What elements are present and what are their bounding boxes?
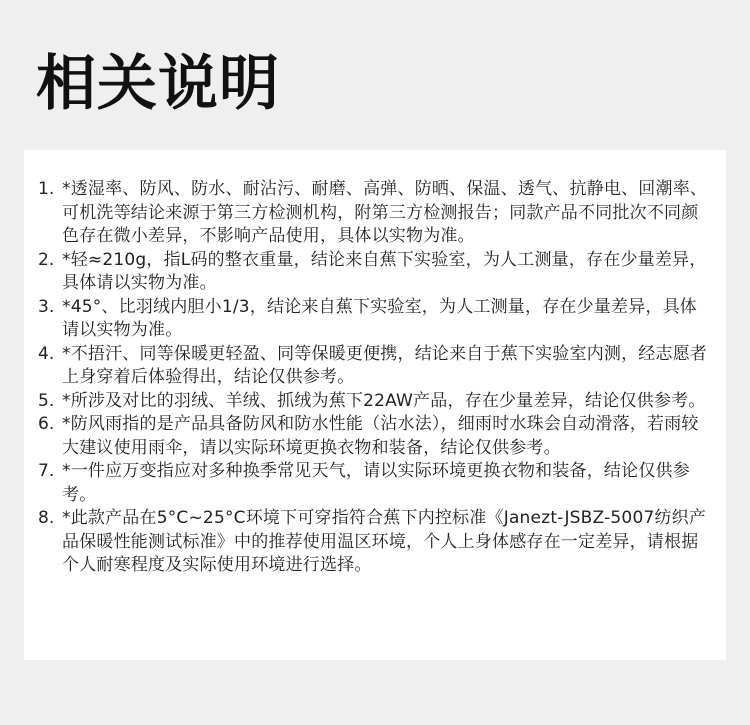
note-item-5	[38, 390, 714, 414]
note-number: 2.	[38, 249, 55, 270]
note-item-6	[38, 413, 714, 460]
note-number: 3.	[38, 296, 55, 317]
note-text: *透湿率、防风、防水、耐沾污、耐磨、高弹、防晒、保温、透气、抗静电、回潮率、可机洗等结论来源于第三方检测机构，附第三方检测报告；同款产品不同批次不同颜色存在微小差异，不影响产品使用，具体以实物为准。	[62, 179, 708, 246]
note-number: 8.	[38, 508, 55, 528]
note-item-3	[38, 296, 714, 343]
note-item-1	[38, 178, 714, 249]
note-number: 1.	[38, 179, 55, 199]
note-text: *此款产品在5°C~25°C环境下可穿指符合蕉下内控标准《Janezt-JSBZ-5007纺织产品保暖性能测试标准》中的推荐使用温区环境，个人上身体感存在一定差异，请根据个人耐寒程度及实际使用环境进行选择。	[62, 508, 707, 575]
note-number: 6.	[38, 414, 55, 434]
note-text: *轻≈210g，指L码的整衣重量，结论来自蕉下实验室，为人工测量，存在少量差异，具体请以实物为准。	[62, 249, 707, 293]
note-text: *防风雨指的是产品具备防风和防水性能（沾水法），细雨时水珠会自动滑落，若雨较大建议使用雨伞，请以实际环境更换衣物和装备，结论仅供参考。	[62, 414, 699, 458]
note-item-8	[38, 507, 714, 578]
notes-list	[38, 178, 714, 578]
note-item-2	[38, 249, 714, 296]
note-number: 4.	[38, 343, 55, 364]
note-text: *不捂汗、同等保暖更轻盈、同等保暖更便携，结论来自于蕉下实验室内测，经志愿者上身穿着后体验得出，结论仅供参考。	[62, 343, 708, 387]
note-text: *所涉及对比的羽绒、羊绒、抓绒为蕉下22AW产品，存在少量差异，结论仅供参考。	[62, 390, 706, 411]
notes-card	[24, 150, 726, 660]
note-text: *45°、比羽绒内胆小1/3，结论来自蕉下实验室，为人工测量，存在少量差异，具体请以实物为准。	[62, 296, 697, 340]
page-title: 相关说明	[36, 49, 280, 119]
note-item-4	[38, 343, 714, 390]
note-text: *一件应万变指应对多种换季常见天气，请以实际环境更换衣物和装备，结论仅供参考。	[62, 461, 690, 505]
note-number: 7.	[38, 461, 55, 481]
note-number: 5.	[38, 390, 55, 411]
note-item-7	[38, 460, 714, 507]
